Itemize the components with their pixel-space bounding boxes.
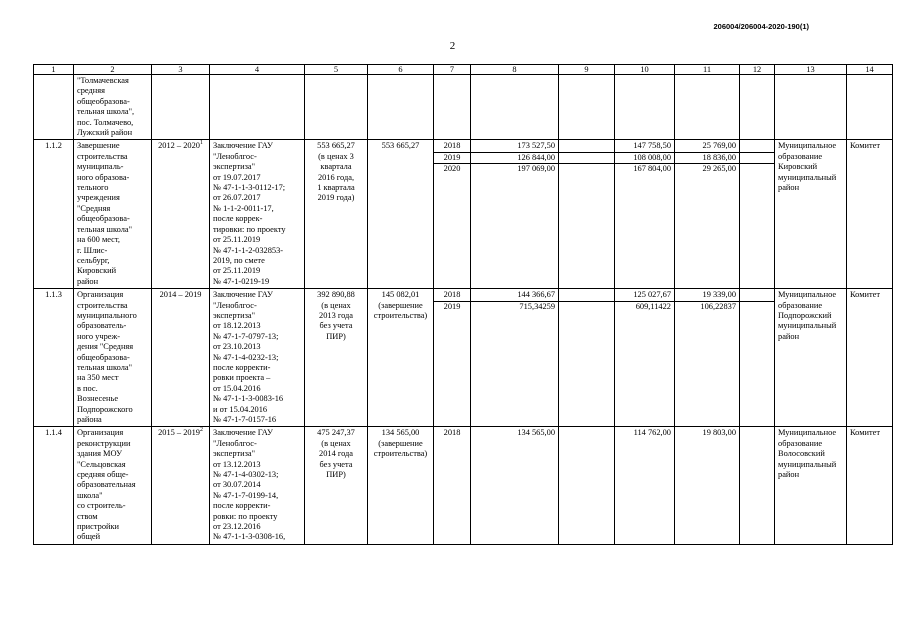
- table-row: [34, 289, 893, 427]
- cell-line: строительства: [77, 151, 128, 161]
- cell-line: 2013 года: [319, 310, 353, 320]
- regional-amount-value: 609,11422: [635, 301, 671, 311]
- cell-line: № 47-1-1-2-032853-: [213, 245, 284, 255]
- total-amount-value: 715,34259: [519, 301, 555, 311]
- year: [434, 427, 471, 544]
- other-amount-value: [740, 290, 774, 301]
- total-amount-value: 173 527,50: [471, 141, 558, 152]
- other-amount-value: [740, 302, 774, 312]
- cell-line: ровки проекта –: [213, 373, 271, 383]
- total-amount: [471, 289, 559, 427]
- cell-line: строительства): [373, 310, 428, 320]
- cell-line: ПИР): [326, 331, 346, 341]
- cell-line: муниципальный: [778, 172, 837, 182]
- cell-line: № 47-1-1-3-0083-16: [213, 394, 284, 404]
- column-header: 14: [847, 65, 893, 75]
- table-row: [34, 427, 893, 544]
- total-amount: [471, 140, 559, 289]
- year-value: 2019: [443, 301, 461, 311]
- federal-amount-value: [559, 141, 614, 152]
- federal-amount-value: [559, 290, 614, 301]
- column-header: 3: [152, 65, 210, 75]
- cell-line: образователь-: [77, 321, 127, 331]
- federal-amount: [559, 289, 615, 427]
- cell-line: без учета: [319, 321, 353, 331]
- cell-line: 553 665,27: [381, 141, 420, 151]
- local-amount-value: 29 265,00: [702, 164, 736, 174]
- cell-line: квартала: [320, 162, 352, 172]
- year: [434, 289, 471, 427]
- object-name: [74, 289, 152, 427]
- cell-line: Кировский: [778, 162, 818, 172]
- cell-line: 392 890,88: [317, 290, 355, 300]
- cell-line: экспертиза": [213, 310, 256, 320]
- empty-cell: [434, 75, 471, 140]
- total-amount-value: 197 069,00: [517, 164, 555, 174]
- document-id: 206004/206004-2020-190(1): [713, 22, 809, 31]
- cell-line: Заключение ГАУ: [213, 141, 273, 151]
- cell-line: 2014 года: [319, 449, 353, 459]
- total-amount-value: 134 565,00: [517, 428, 555, 438]
- table-row: [34, 140, 893, 289]
- year-value: 2020: [443, 164, 461, 174]
- cell-line: здания МОУ: [77, 449, 122, 459]
- cell-line: средняя: [77, 86, 105, 96]
- other-amount-value: [740, 153, 774, 164]
- cell-line: Подпорожского: [77, 404, 133, 414]
- cell-line: район: [778, 183, 800, 193]
- cell-line: без учета: [319, 459, 353, 469]
- year-value: 2019: [434, 153, 470, 164]
- recipient: [775, 289, 847, 427]
- total-amount-value: 144 366,67: [471, 290, 558, 301]
- cell-line: Завершение: [77, 141, 120, 151]
- total-amount: [471, 427, 559, 544]
- cell-line: средняя обще-: [77, 470, 129, 480]
- cell-line: Вознесенье: [77, 394, 119, 404]
- page-number: 2: [449, 40, 456, 52]
- estimated-cost: [305, 427, 368, 544]
- cell-line: Заключение ГАУ: [213, 428, 273, 438]
- cell-line: Муниципальное: [778, 141, 837, 151]
- footnote-mark: 1: [199, 140, 203, 147]
- period-text: 2012 – 2020: [158, 141, 200, 151]
- cell-line: 553 665,27: [317, 141, 355, 151]
- column-header: 13: [775, 65, 847, 75]
- cell-line: (завершение: [378, 300, 423, 310]
- cell-line: тельная школа": [77, 362, 133, 372]
- other-amount: [740, 140, 775, 289]
- empty-cell: [559, 75, 615, 140]
- year-value: 2018: [443, 428, 461, 438]
- cell-line: муниципаль-: [77, 162, 124, 172]
- cell-line: сельбург,: [77, 255, 110, 265]
- regional-amount: [615, 140, 675, 289]
- column-header: 12: [740, 65, 775, 75]
- cell-line: от 13.12.2013: [213, 459, 261, 469]
- cell-line: дения "Средняя: [77, 342, 134, 352]
- cell-line: 1 квартала: [317, 183, 355, 193]
- estimated-cost: [305, 140, 368, 289]
- cell-line: № 47-1-7-0199-14,: [213, 490, 279, 500]
- local-amount: [675, 289, 740, 427]
- column-header: 9: [559, 65, 615, 75]
- row-number: 1.1.2: [34, 140, 74, 289]
- cell-line: "Сельцовская: [77, 459, 126, 469]
- column-header: 4: [210, 65, 305, 75]
- empty-cell: [368, 75, 434, 140]
- local-amount-value: 106,22837: [700, 301, 736, 311]
- cell-line: после корректи-: [213, 501, 271, 511]
- empty-cell: [210, 75, 305, 140]
- cell-line: и от 15.04.2016: [213, 404, 268, 414]
- period: [152, 289, 210, 427]
- empty-cell: [471, 75, 559, 140]
- other-amount: [740, 427, 775, 544]
- cell-line: район: [77, 276, 99, 286]
- cell-line: Подпорожский: [778, 310, 832, 320]
- cell-line: на 350 мест: [77, 373, 119, 383]
- cell-line: 2019 года): [317, 193, 355, 203]
- local-amount-value: 18 836,00: [675, 153, 739, 164]
- object-name: [74, 427, 152, 544]
- expertise: [210, 140, 305, 289]
- cell-line: района: [77, 415, 102, 424]
- year-value: 2018: [434, 290, 470, 301]
- cell-line: образование: [778, 300, 823, 310]
- cell-line: 134 565,00: [381, 428, 420, 438]
- cell-line: от 18.12.2013: [213, 321, 261, 331]
- cell-line: № 47-1-1-3-0112-17;: [213, 183, 286, 193]
- cell-line: (в ценах: [321, 300, 351, 310]
- other-amount-value: [740, 164, 774, 174]
- column-header: 6: [368, 65, 434, 75]
- cell-line: Муниципальное: [778, 428, 837, 438]
- cell-line: экспертиза": [213, 162, 256, 172]
- cell-line: № 47-1-7-0797-13;: [213, 331, 279, 341]
- cell-line: образование: [778, 151, 823, 161]
- cell-line: образование: [778, 438, 823, 448]
- cell-line: 475 247,37: [317, 428, 355, 438]
- cell-line: № 47-1-7-0157-16: [213, 415, 277, 424]
- cell-line: № 47-1-4-0302-13;: [213, 470, 279, 480]
- cell-line: тировки: по проекту: [213, 224, 286, 234]
- cell-line: район: [778, 331, 800, 341]
- empty-cell: [740, 75, 775, 140]
- cell-line: муниципальный: [778, 321, 837, 331]
- cell-line: "Толмачевская: [77, 76, 129, 85]
- regional-amount-value: 114 762,00: [633, 428, 671, 438]
- cell-line: от 23.10.2013: [213, 342, 261, 352]
- cell-line: г. Шлис-: [77, 245, 108, 255]
- cell-line: ством: [77, 511, 98, 521]
- column-header: 5: [305, 65, 368, 75]
- cell-line: "Леноблгос-: [213, 300, 257, 310]
- column-header: 2: [74, 65, 152, 75]
- cell-line: пристройки: [77, 522, 120, 532]
- cell-line: 2019, по смете: [213, 255, 265, 265]
- table-row-continuation: [34, 75, 893, 140]
- column-header: 8: [471, 65, 559, 75]
- empty-cell: [775, 75, 847, 140]
- regional-amount-value: 147 758,50: [615, 141, 674, 152]
- row-number: 1.1.3: [34, 289, 74, 427]
- year: [434, 140, 471, 289]
- cell-line: ного учреж-: [77, 331, 121, 341]
- cell-line: строительства: [77, 300, 128, 310]
- cell-line: Кировский: [77, 266, 117, 276]
- regional-amount: [615, 289, 675, 427]
- expertise: [210, 427, 305, 544]
- cell-line: строительства): [373, 449, 428, 459]
- cell-line: ного образова-: [77, 172, 130, 182]
- cell-line: 145 082,01: [381, 290, 420, 300]
- cell-line: (в ценах 3: [318, 151, 354, 161]
- cell-line: учреждения: [77, 193, 120, 203]
- cell-line: № 1-1-2-0011-17,: [213, 203, 274, 213]
- column-header: 11: [675, 65, 740, 75]
- cell-line: реконструкции: [77, 438, 131, 448]
- cell-line: "Средняя: [77, 203, 111, 213]
- object-name: [74, 140, 152, 289]
- empty-cell: [675, 75, 740, 140]
- empty-cell: [34, 75, 74, 140]
- cell-line: пос. Толмачево,: [77, 117, 134, 127]
- empty-cell: [847, 75, 893, 140]
- regional-amount: [615, 427, 675, 544]
- cell-line: Лужский район: [77, 128, 133, 138]
- cell-line: образовательная: [77, 480, 136, 490]
- remaining-cost: [368, 427, 434, 544]
- cell-line: № 47-1-1-3-0308-16,: [213, 532, 286, 542]
- total-amount-value: 126 844,00: [471, 153, 558, 164]
- cell-line: общеобразова-: [77, 96, 130, 106]
- cell-line: район: [778, 470, 800, 480]
- cell-line: после коррек-: [213, 214, 263, 224]
- local-amount: [675, 427, 740, 544]
- cell-line: Заключение ГАУ: [213, 290, 273, 300]
- executor: Комитет: [847, 427, 893, 544]
- cell-line: от 25.11.2019: [213, 266, 261, 276]
- header-row: [34, 65, 893, 75]
- federal-amount-value: [559, 302, 614, 312]
- cell-line: общеобразова-: [77, 352, 130, 362]
- local-amount-value: 19 339,00: [675, 290, 739, 301]
- cell-line: Организация: [77, 428, 124, 438]
- federal-amount-value: [559, 164, 614, 174]
- regional-amount-value: 167 804,00: [633, 164, 671, 174]
- period: [152, 427, 210, 544]
- cell-line: тельного: [77, 183, 109, 193]
- cell-line: со строитель-: [77, 501, 126, 511]
- cell-line: ПИР): [326, 470, 346, 480]
- empty-cell: [152, 75, 210, 140]
- local-amount: [675, 140, 740, 289]
- federal-amount-value: [559, 153, 614, 164]
- cell-line: "Леноблгос-: [213, 438, 257, 448]
- row-number: 1.1.4: [34, 427, 74, 544]
- executor: Комитет: [847, 289, 893, 427]
- cell-line: тельная школа",: [77, 107, 135, 117]
- cell-line: после корректи-: [213, 362, 271, 372]
- cell-line: муниципального: [77, 310, 137, 320]
- cell-line: от 19.07.2017: [213, 172, 261, 182]
- cell-line: ровки: по проекту: [213, 511, 278, 521]
- executor: Комитет: [847, 140, 893, 289]
- local-amount-value: 19 803,00: [702, 428, 736, 438]
- cell-line: (завершение: [378, 438, 423, 448]
- cell-line: № 47-1-0219-19: [213, 276, 270, 286]
- federal-amount-value: [559, 428, 614, 438]
- federal-amount: [559, 427, 615, 544]
- period-text: 2015 – 2019: [158, 428, 200, 438]
- period-text: 2014 – 2019: [159, 290, 202, 300]
- cell-line: в пос.: [77, 383, 98, 393]
- footnote-mark: 2: [199, 427, 203, 434]
- other-amount-value: [740, 428, 774, 438]
- other-amount: [740, 289, 775, 427]
- period: [152, 140, 210, 289]
- remaining-cost: [368, 289, 434, 427]
- expertise: [210, 289, 305, 427]
- object-name: [74, 75, 152, 140]
- cell-line: Муниципальное: [778, 290, 837, 300]
- recipient: [775, 140, 847, 289]
- cell-line: тельная школа": [77, 224, 133, 234]
- cell-line: экспертиза": [213, 449, 256, 459]
- cell-line: Волосовский: [778, 449, 825, 459]
- other-amount-value: [740, 141, 774, 152]
- federal-amount: [559, 140, 615, 289]
- cell-line: общеобразова-: [77, 214, 130, 224]
- empty-cell: [305, 75, 368, 140]
- cell-line: общей: [77, 532, 101, 542]
- column-header: 1: [34, 65, 74, 75]
- cell-line: от 26.07.2017: [213, 193, 261, 203]
- column-header: 10: [615, 65, 675, 75]
- empty-cell: [615, 75, 675, 140]
- cell-line: 2016 года,: [317, 172, 355, 182]
- remaining-cost: [368, 140, 434, 289]
- cell-line: на 600 мест,: [77, 235, 121, 245]
- column-header: 7: [434, 65, 471, 75]
- cell-line: (в ценах: [321, 438, 351, 448]
- cell-line: Организация: [77, 290, 124, 300]
- cell-line: муниципальный: [778, 459, 837, 469]
- program-table: [33, 64, 893, 545]
- regional-amount-value: 125 027,67: [615, 290, 674, 301]
- local-amount-value: 25 769,00: [675, 141, 739, 152]
- cell-line: № 47-1-4-0232-13;: [213, 352, 279, 362]
- regional-amount-value: 108 008,00: [615, 153, 674, 164]
- cell-line: от 25.11.2019: [213, 235, 261, 245]
- cell-line: школа": [77, 490, 103, 500]
- recipient: [775, 427, 847, 544]
- year-value: 2018: [434, 141, 470, 152]
- cell-line: "Леноблгос-: [213, 151, 257, 161]
- cell-line: от 15.04.2016: [213, 383, 261, 393]
- cell-line: от 30.07.2014: [213, 480, 261, 490]
- estimated-cost: [305, 289, 368, 427]
- cell-line: от 23.12.2016: [213, 522, 261, 532]
